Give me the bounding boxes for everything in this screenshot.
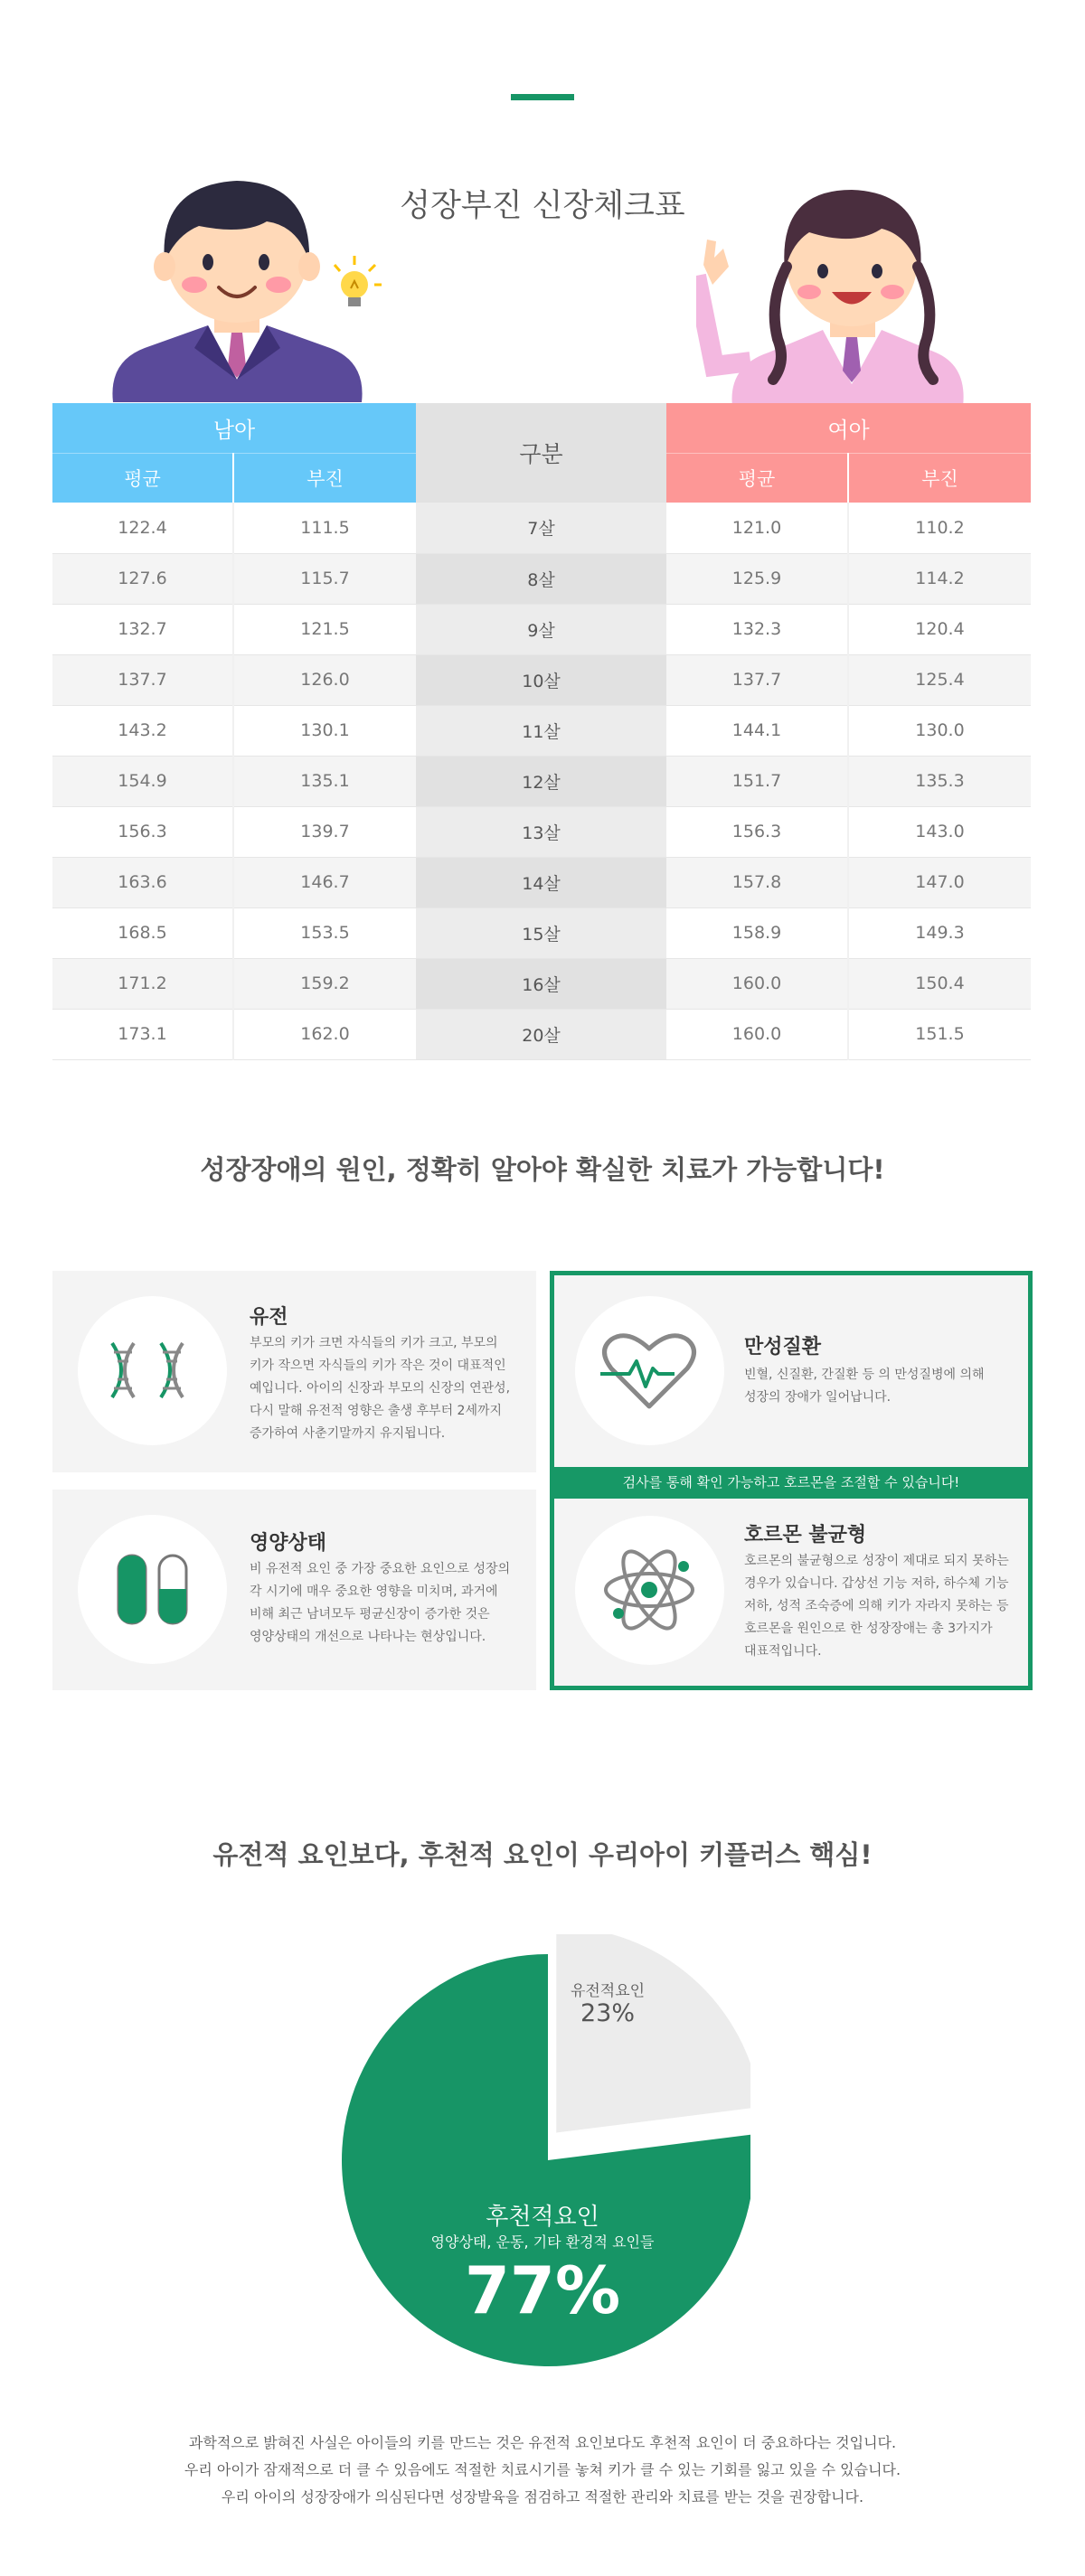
age-cell: 16살 [416,958,666,1009]
hormone-line: 호르몬의 불균형으로 성장이 제대로 되지 못하는 [744,1554,1009,1568]
gene-line: 증가하여 사춘기말까지 유지됩니다. [250,1426,446,1441]
boy-avg-cell: 168.5 [52,907,233,958]
girl-low-cell: 149.3 [848,907,1031,958]
boy-avg-cell: 137.7 [52,654,233,705]
age-cell: 14살 [416,857,666,907]
disease-icon-circle [575,1296,724,1445]
gene-line: 예입니다. 아이의 신장과 부모의 신장의 연관성, [250,1381,511,1396]
age-cell: 13살 [416,806,666,857]
table-row [52,705,1031,756]
boy-avg-cell: 163.6 [52,857,233,907]
girl-low-cell: 114.2 [848,553,1031,604]
girl-low-cell: 150.4 [848,958,1031,1009]
girl-avg-cell: 121.0 [666,503,848,553]
capsule-icon [78,1515,227,1664]
age-cell: 20살 [416,1009,666,1059]
girl-avg-header: 평균 [666,453,848,503]
boy-avg-header: 평균 [52,453,233,503]
nutrition-line: 비해 최근 남녀모두 평균신장이 증가한 것은 [250,1607,490,1622]
disease-title: 만성질환 [744,1336,822,1359]
girl-avg-cell: 158.9 [666,907,848,958]
acquired-sublabel: 영양상태, 운동, 기타 환경적 요인들 [430,2233,655,2251]
table-row [52,958,1031,1009]
boy-low-cell: 139.7 [233,806,416,857]
boy-low-cell: 121.5 [233,604,416,654]
table-row [52,857,1031,907]
table-row [52,806,1031,857]
disease-line: 성장의 장애가 일어납니다. [744,1390,892,1405]
table-row [52,1009,1031,1059]
table-row [52,654,1031,705]
age-cell: 12살 [416,756,666,806]
nutrition-line: 각 시기에 매우 중요한 영향을 미치며, 과거에 [250,1584,498,1599]
table-row [52,756,1031,806]
boy-low-cell: 153.5 [233,907,416,958]
girl-low-cell: 125.4 [848,654,1031,705]
girl-low-cell: 130.0 [848,705,1031,756]
hormone-line: 호르몬을 원인으로 한 성장장애는 총 3가지가 [744,1622,993,1636]
boy-low-header: 부진 [233,453,416,503]
nutrition-line: 영양상태의 개선으로 나타나는 현상입니다. [250,1630,486,1644]
girl-low-cell: 110.2 [848,503,1031,553]
girl-avg-cell: 157.8 [666,857,848,907]
age-cell: 11살 [416,705,666,756]
genetic-percent: 23% [580,1999,635,2027]
acquired-label: 후천적요인 [486,2204,599,2231]
causes-title: 성장장애의 원인, 정확히 알아야 확실한 치료가 가능합니다! [200,1154,885,1185]
gene-line: 다시 말해 유전적 영향은 출생 후부터 2세까지 [250,1404,503,1418]
girl-low-cell: 147.0 [848,857,1031,907]
hormone-line: 대표적입니다. [744,1644,822,1659]
boy-low-cell: 130.1 [233,705,416,756]
boy-low-cell: 135.1 [233,756,416,806]
acquired-percent: 77% [464,2252,621,2328]
boy-avg-cell: 127.6 [52,553,233,604]
nutrition-line: 비 유전적 요인 중 가장 중요한 요인으로 성장의 [250,1562,511,1576]
age-cell: 10살 [416,654,666,705]
girl-low-cell: 135.3 [848,756,1031,806]
hormone-line: 저하, 성적 조숙증에 의해 키가 자라지 못하는 등 [744,1599,1009,1613]
nutrition-card [52,1490,536,1690]
hormone-title: 호르몬 불균형 [744,1524,867,1547]
gene-description [250,1332,521,1445]
footer-line: 우리 아이가 잠재적으로 더 클 수 있음에도 적절한 치료시기를 놓쳐 키가 클 수 있는 기회를 잃고 있을 수 있습니다. [184,2461,901,2478]
boy-low-cell: 115.7 [233,553,416,604]
footer-line: 과학적으로 밝혀진 사실은 아이들의 키를 만드는 것은 유전적 요인보다도 후천적 요인이 더 중요하다는 것입니다. [188,2434,897,2451]
gene-line: 키가 작으면 자식들의 키가 작은 것이 대표적인 [250,1359,506,1373]
girl-low-cell: 151.5 [848,1009,1031,1059]
hormone-description [744,1550,1024,1663]
girl-avg-cell: 132.3 [666,604,848,654]
gene-card [52,1271,536,1472]
boy-avg-cell: 173.1 [52,1009,233,1059]
boy-low-cell: 159.2 [233,958,416,1009]
table-row [52,604,1031,654]
girl-low-cell: 143.0 [848,806,1031,857]
test-banner: 검사를 통해 확인 가능하고 호르몬을 조절할 수 있습니다! [554,1467,1028,1499]
age-cell: 8살 [416,553,666,604]
atom-icon [575,1516,724,1665]
boy-avg-cell: 156.3 [52,806,233,857]
lightbulb-icon [326,249,389,316]
hormone-icon-circle [575,1516,724,1665]
boy-avg-cell: 122.4 [52,503,233,553]
nutrition-description [250,1558,521,1649]
boy-low-cell: 111.5 [233,503,416,553]
girl-avg-cell: 125.9 [666,553,848,604]
boy-avg-cell: 171.2 [52,958,233,1009]
pie-title: 유전적 요인보다, 후천적 요인이 우리아이 키플러스 핵심! [212,1839,873,1870]
girl-avg-cell: 144.1 [666,705,848,756]
boy-avg-cell: 143.2 [52,705,233,756]
girl-low-header: 부진 [848,453,1031,503]
girl-illustration [696,185,967,407]
category-header: 구분 [416,403,666,503]
table-row [52,907,1031,958]
hormone-disease-card [550,1271,1033,1690]
gene-title: 유전 [250,1306,288,1329]
boy-low-cell: 146.7 [233,857,416,907]
accent-bar [511,94,574,100]
girl-low-cell: 120.4 [848,604,1031,654]
gene-line: 부모의 키가 크면 자식들의 키가 크고, 부모의 [250,1336,498,1350]
girl-avg-cell: 160.0 [666,1009,848,1059]
girl-avg-cell: 137.7 [666,654,848,705]
heart-pulse-icon [575,1296,724,1445]
gene-icon-circle [78,1296,227,1445]
disease-line: 빈혈, 신질환, 간질환 등 의 만성질병에 의해 [744,1368,985,1382]
disease-description [744,1364,1015,1409]
boy-avg-cell: 154.9 [52,756,233,806]
hormone-line: 경우가 있습니다. 갑상선 기능 저하, 하수체 기능 [744,1576,1009,1591]
age-cell: 7살 [416,503,666,553]
dna-icon [78,1296,227,1445]
nutrition-title: 영양상태 [250,1532,327,1555]
boy-low-cell: 126.0 [233,654,416,705]
age-cell: 9살 [416,604,666,654]
table-row [52,503,1031,553]
boy-avg-cell: 132.7 [52,604,233,654]
pie-slice-genetic [556,1934,750,2132]
boy-low-cell: 162.0 [233,1009,416,1059]
page-title: 성장부진 신장체크표 [400,188,685,224]
height-check-table [52,403,1031,1060]
genetic-label: 유전적요인 [570,1982,646,2000]
age-cell: 15살 [416,907,666,958]
girl-avg-cell: 160.0 [666,958,848,1009]
footer-line: 우리 아이의 성장장애가 의심된다면 성장발육을 점검하고 적절한 관리와 치료를 받는 것을 권장합니다. [221,2488,864,2505]
girl-header: 여아 [666,403,1031,453]
girl-avg-cell: 151.7 [666,756,848,806]
boy-header: 남아 [52,403,416,453]
table-row [52,553,1031,604]
nutrition-icon-circle [78,1515,227,1664]
girl-avg-cell: 156.3 [666,806,848,857]
